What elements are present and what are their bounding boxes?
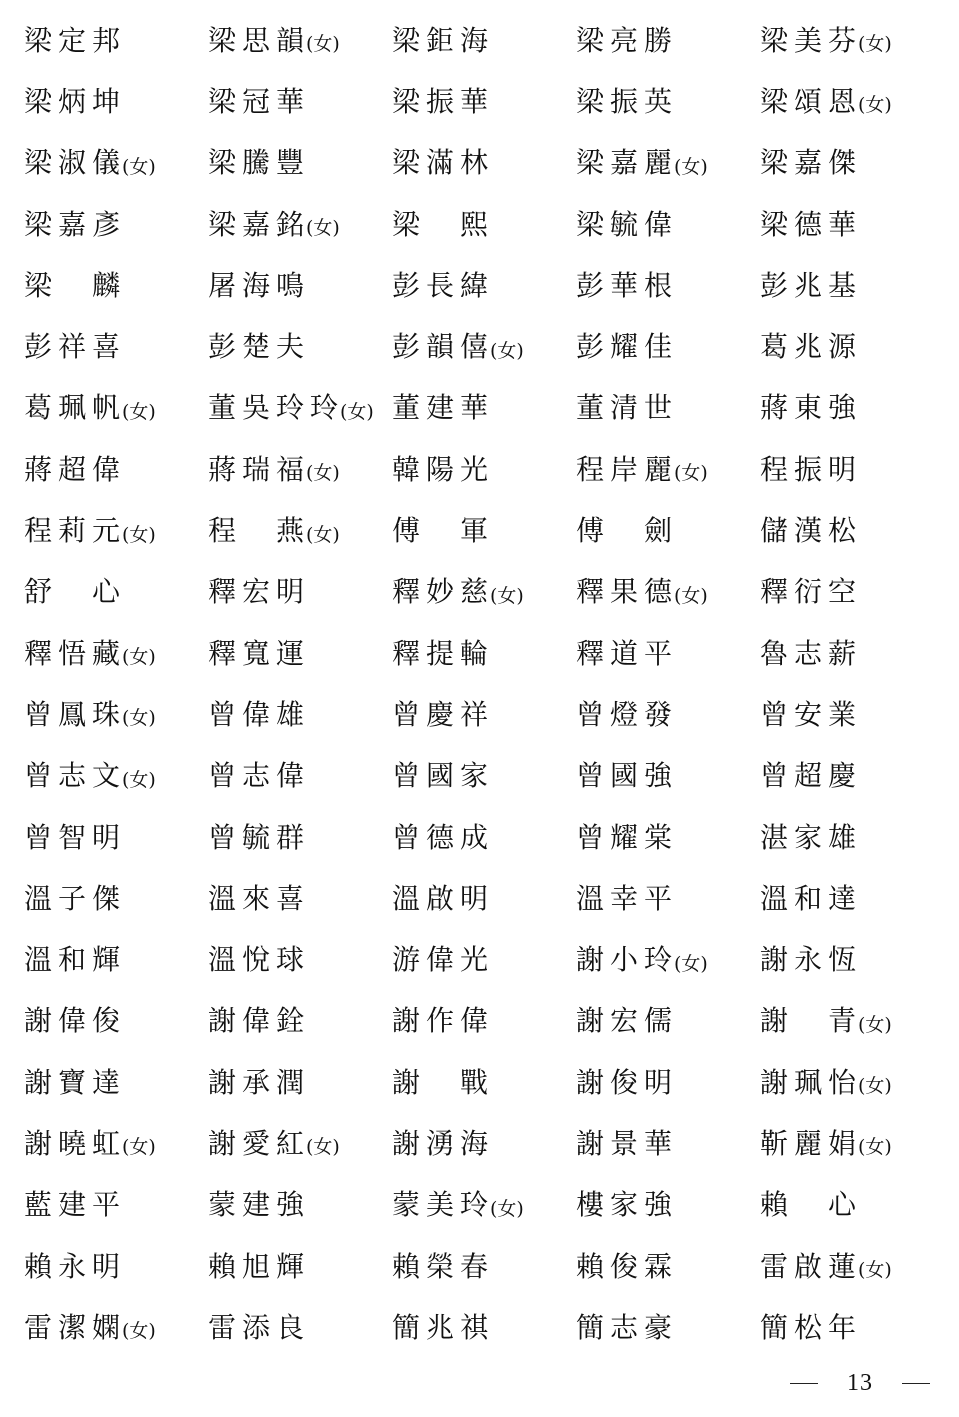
person-name: 曾德成 (392, 820, 495, 854)
names-list (24, 10, 944, 1359)
gender-marker: (女) (306, 33, 340, 56)
name-entry (208, 316, 392, 377)
name-entry (24, 316, 208, 377)
person-name: 樓家強 (576, 1188, 679, 1222)
person-name: 游偉光 (392, 943, 495, 977)
person-name: 彭耀佳 (576, 330, 679, 364)
name-entry (576, 562, 760, 623)
name-entry (576, 316, 760, 377)
person-name: 梁 麟 (24, 268, 127, 302)
gender-marker: (女) (674, 584, 708, 607)
person-name: 蔣超偉 (24, 452, 127, 486)
name-entry (760, 868, 944, 929)
person-name: 釋提輪 (392, 636, 495, 670)
person-name: 溫來喜 (208, 881, 311, 915)
name-entry (208, 194, 392, 255)
person-name: 賴 心 (760, 1188, 863, 1222)
person-name: 曾志偉 (208, 759, 311, 793)
gender-marker: (女) (122, 1320, 156, 1343)
name-entry (392, 746, 576, 807)
name-entry (208, 746, 392, 807)
person-name: 溫子傑 (24, 881, 127, 915)
person-name: 傅 劍 (576, 514, 679, 548)
gender-marker: (女) (122, 523, 156, 546)
name-entry (24, 194, 208, 255)
name-entry (576, 929, 760, 990)
name-entry (576, 1236, 760, 1297)
gender-marker: (女) (674, 155, 708, 178)
name-entry (392, 255, 576, 316)
person-name: 謝珮怡 (760, 1065, 863, 1099)
gender-marker: (女) (306, 217, 340, 240)
name-entry (208, 133, 392, 194)
gender-marker: (女) (306, 523, 340, 546)
person-name: 賴俊霖 (576, 1249, 679, 1283)
name-entry (576, 807, 760, 868)
name-entry (208, 991, 392, 1052)
gender-marker: (女) (122, 155, 156, 178)
name-entry (208, 868, 392, 929)
person-name: 釋果德 (576, 575, 679, 609)
name-entry (24, 71, 208, 132)
person-name: 曾志文 (24, 759, 127, 793)
person-name: 溫和達 (760, 881, 863, 915)
gender-marker: (女) (858, 33, 892, 56)
person-name: 謝 青 (760, 1004, 863, 1038)
person-name: 釋道平 (576, 636, 679, 670)
name-entry (208, 1175, 392, 1236)
name-entry (24, 562, 208, 623)
person-name: 曾安業 (760, 697, 863, 731)
person-name: 賴永明 (24, 1249, 127, 1283)
name-entry (24, 684, 208, 745)
person-name: 釋妙慈 (392, 575, 495, 609)
name-entry (208, 684, 392, 745)
person-name: 董清世 (576, 391, 679, 425)
gender-marker: (女) (858, 94, 892, 117)
name-entry (392, 1236, 576, 1297)
gender-marker: (女) (490, 339, 524, 362)
person-name: 謝寶達 (24, 1065, 127, 1099)
person-name: 屠海鳴 (208, 268, 311, 302)
name-entry (24, 746, 208, 807)
name-entry (760, 807, 944, 868)
person-name: 謝小玲 (576, 943, 679, 977)
person-name: 雷潔嫻 (24, 1310, 127, 1344)
name-entry (576, 623, 760, 684)
person-name: 簡松年 (760, 1310, 863, 1344)
page-number: 13 (847, 1369, 873, 1396)
gender-marker: (女) (858, 1075, 892, 1098)
name-entry (576, 746, 760, 807)
person-name: 簡兆祺 (392, 1310, 495, 1344)
name-entry (208, 255, 392, 316)
person-name: 簡志豪 (576, 1310, 679, 1344)
name-entry (760, 1175, 944, 1236)
name-entry (760, 316, 944, 377)
person-name: 梁嘉彥 (24, 207, 127, 241)
person-name: 藍建平 (24, 1188, 127, 1222)
person-name: 梁淑儀 (24, 146, 127, 180)
name-entry (760, 194, 944, 255)
person-name: 梁騰豐 (208, 146, 311, 180)
name-entry (392, 623, 576, 684)
person-name: 梁德華 (760, 207, 863, 241)
person-name: 曾國家 (392, 759, 495, 793)
person-name: 葛珮帆 (24, 391, 127, 425)
person-name: 雷添良 (208, 1310, 311, 1344)
name-entry (392, 500, 576, 561)
gender-marker: (女) (340, 400, 374, 423)
person-name: 梁鉅海 (392, 23, 495, 57)
name-entry (208, 807, 392, 868)
person-name: 溫啟明 (392, 881, 495, 915)
name-entry (760, 1236, 944, 1297)
name-entry (576, 194, 760, 255)
name-entry (24, 807, 208, 868)
person-name: 曾毓群 (208, 820, 311, 854)
name-entry (24, 1113, 208, 1174)
person-name: 梁嘉麗 (576, 146, 679, 180)
person-name: 曾燈發 (576, 697, 679, 731)
person-name: 靳麗娟 (760, 1126, 863, 1160)
person-name: 梁毓偉 (576, 207, 679, 241)
person-name: 蔣東強 (760, 391, 863, 425)
name-entry (208, 1113, 392, 1174)
person-name: 蒙美玲 (392, 1188, 495, 1222)
name-entry (576, 71, 760, 132)
person-name: 謝宏儒 (576, 1004, 679, 1038)
person-name: 梁嘉銘 (208, 207, 311, 241)
name-entry (208, 71, 392, 132)
person-name: 溫悅球 (208, 943, 311, 977)
name-entry (208, 10, 392, 71)
person-name: 梁美芬 (760, 23, 863, 57)
name-entry (24, 929, 208, 990)
person-name: 梁滿林 (392, 146, 495, 180)
name-entry (24, 10, 208, 71)
gender-marker: (女) (122, 1136, 156, 1159)
name-entry (392, 194, 576, 255)
name-entry (208, 929, 392, 990)
person-name: 彭祥喜 (24, 330, 127, 364)
person-name: 傅 軍 (392, 514, 495, 548)
person-name: 謝俊明 (576, 1065, 679, 1099)
name-entry (208, 439, 392, 500)
name-entry (576, 1113, 760, 1174)
name-entry (760, 684, 944, 745)
person-name: 魯志薪 (760, 636, 863, 670)
person-name: 曾國強 (576, 759, 679, 793)
name-entry (24, 378, 208, 439)
name-entry (760, 378, 944, 439)
name-entry (576, 133, 760, 194)
name-entry (576, 10, 760, 71)
name-entry (24, 133, 208, 194)
person-name: 謝湧海 (392, 1126, 495, 1160)
person-name: 謝景華 (576, 1126, 679, 1160)
name-entry (208, 1236, 392, 1297)
name-entry (24, 868, 208, 929)
person-name: 釋衍空 (760, 575, 863, 609)
person-name: 程莉元 (24, 514, 127, 548)
person-name: 程振明 (760, 452, 863, 486)
name-entry (576, 500, 760, 561)
name-entry (760, 991, 944, 1052)
person-name: 梁冠華 (208, 84, 311, 118)
person-name: 梁頌恩 (760, 84, 863, 118)
name-entry (24, 1052, 208, 1113)
name-entry (392, 10, 576, 71)
name-entry (760, 1297, 944, 1358)
person-name: 曾超慶 (760, 759, 863, 793)
person-name: 程岸麗 (576, 452, 679, 486)
person-name: 賴榮春 (392, 1249, 495, 1283)
name-entry (576, 1297, 760, 1358)
name-entry (208, 562, 392, 623)
name-entry (24, 439, 208, 500)
name-entry (576, 378, 760, 439)
person-name: 董建華 (392, 391, 495, 425)
gender-marker: (女) (674, 462, 708, 485)
name-entry (576, 439, 760, 500)
person-name: 蔣瑞福 (208, 452, 311, 486)
name-entry (760, 439, 944, 500)
name-entry (392, 868, 576, 929)
person-name: 儲漢松 (760, 514, 863, 548)
name-entry (392, 1113, 576, 1174)
name-entry (392, 378, 576, 439)
name-entry (392, 562, 576, 623)
footer-dash-left (790, 1383, 818, 1384)
name-entry (392, 1297, 576, 1358)
page-footer (790, 1368, 930, 1398)
person-name: 湛家雄 (760, 820, 863, 854)
gender-marker: (女) (122, 707, 156, 730)
name-entry (392, 133, 576, 194)
person-name: 謝承潤 (208, 1065, 311, 1099)
person-name: 謝偉俊 (24, 1004, 127, 1038)
person-name: 曾智明 (24, 820, 127, 854)
gender-marker: (女) (674, 952, 708, 975)
name-entry (576, 684, 760, 745)
person-name: 曾慶祥 (392, 697, 495, 731)
name-entry (760, 746, 944, 807)
person-name: 曾鳳珠 (24, 697, 127, 731)
person-name: 釋宏明 (208, 575, 311, 609)
name-entry (392, 684, 576, 745)
person-name: 梁炳坤 (24, 84, 127, 118)
name-entry (392, 71, 576, 132)
person-name: 梁振華 (392, 84, 495, 118)
person-name: 梁 熙 (392, 207, 495, 241)
name-entry (760, 562, 944, 623)
name-entry (760, 1113, 944, 1174)
name-entry (208, 500, 392, 561)
name-entry (208, 1297, 392, 1358)
gender-marker: (女) (306, 1136, 340, 1159)
person-name: 梁嘉傑 (760, 146, 863, 180)
person-name: 彭韻僖 (392, 330, 495, 364)
name-entry (24, 500, 208, 561)
name-entry (392, 316, 576, 377)
person-name: 謝 戰 (392, 1065, 495, 1099)
person-name: 程 燕 (208, 514, 311, 548)
person-name: 梁振英 (576, 84, 679, 118)
gender-marker: (女) (490, 1197, 524, 1220)
name-entry (208, 378, 392, 439)
name-entry (24, 255, 208, 316)
person-name: 舒 心 (24, 575, 127, 609)
name-entry (576, 255, 760, 316)
person-name: 葛兆源 (760, 330, 863, 364)
footer-dash-right (902, 1383, 930, 1384)
name-entry (760, 255, 944, 316)
name-entry (760, 133, 944, 194)
name-entry (24, 1297, 208, 1358)
person-name: 彭兆基 (760, 268, 863, 302)
person-name: 謝永恆 (760, 943, 863, 977)
person-name: 溫幸平 (576, 881, 679, 915)
person-name: 梁亮勝 (576, 23, 679, 57)
gender-marker: (女) (490, 584, 524, 607)
name-entry (760, 10, 944, 71)
name-entry (208, 623, 392, 684)
person-name: 謝愛紅 (208, 1126, 311, 1160)
name-entry (24, 991, 208, 1052)
person-name: 董吳玲玲 (208, 391, 345, 425)
name-entry (576, 868, 760, 929)
name-entry (392, 991, 576, 1052)
gender-marker: (女) (306, 462, 340, 485)
person-name: 韓陽光 (392, 452, 495, 486)
name-entry (24, 1236, 208, 1297)
gender-marker: (女) (858, 1259, 892, 1282)
person-name: 釋悟藏 (24, 636, 127, 670)
person-name: 溫和輝 (24, 943, 127, 977)
name-entry (392, 929, 576, 990)
person-name: 梁定邦 (24, 23, 127, 57)
person-name: 梁思韻 (208, 23, 311, 57)
name-entry (576, 991, 760, 1052)
person-name: 彭長緯 (392, 268, 495, 302)
name-entry (576, 1052, 760, 1113)
person-name: 曾耀棠 (576, 820, 679, 854)
name-entry (24, 1175, 208, 1236)
person-name: 謝曉虹 (24, 1126, 127, 1160)
person-name: 雷啟蓮 (760, 1249, 863, 1283)
name-entry (576, 1175, 760, 1236)
gender-marker: (女) (122, 768, 156, 791)
name-entry (760, 500, 944, 561)
name-entry (760, 71, 944, 132)
person-name: 謝作偉 (392, 1004, 495, 1038)
person-name: 蒙建強 (208, 1188, 311, 1222)
person-name: 謝偉銓 (208, 1004, 311, 1038)
gender-marker: (女) (858, 1013, 892, 1036)
person-name: 賴旭輝 (208, 1249, 311, 1283)
person-name: 彭華根 (576, 268, 679, 302)
name-entry (208, 1052, 392, 1113)
name-entry (760, 1052, 944, 1113)
name-entry (392, 439, 576, 500)
gender-marker: (女) (858, 1136, 892, 1159)
gender-marker: (女) (122, 400, 156, 423)
name-entry (392, 1052, 576, 1113)
name-entry (24, 623, 208, 684)
name-entry (392, 807, 576, 868)
person-name: 彭楚夫 (208, 330, 311, 364)
name-entry (760, 929, 944, 990)
name-entry (760, 623, 944, 684)
gender-marker: (女) (122, 646, 156, 669)
person-name: 釋寬運 (208, 636, 311, 670)
name-entry (392, 1175, 576, 1236)
person-name: 曾偉雄 (208, 697, 311, 731)
